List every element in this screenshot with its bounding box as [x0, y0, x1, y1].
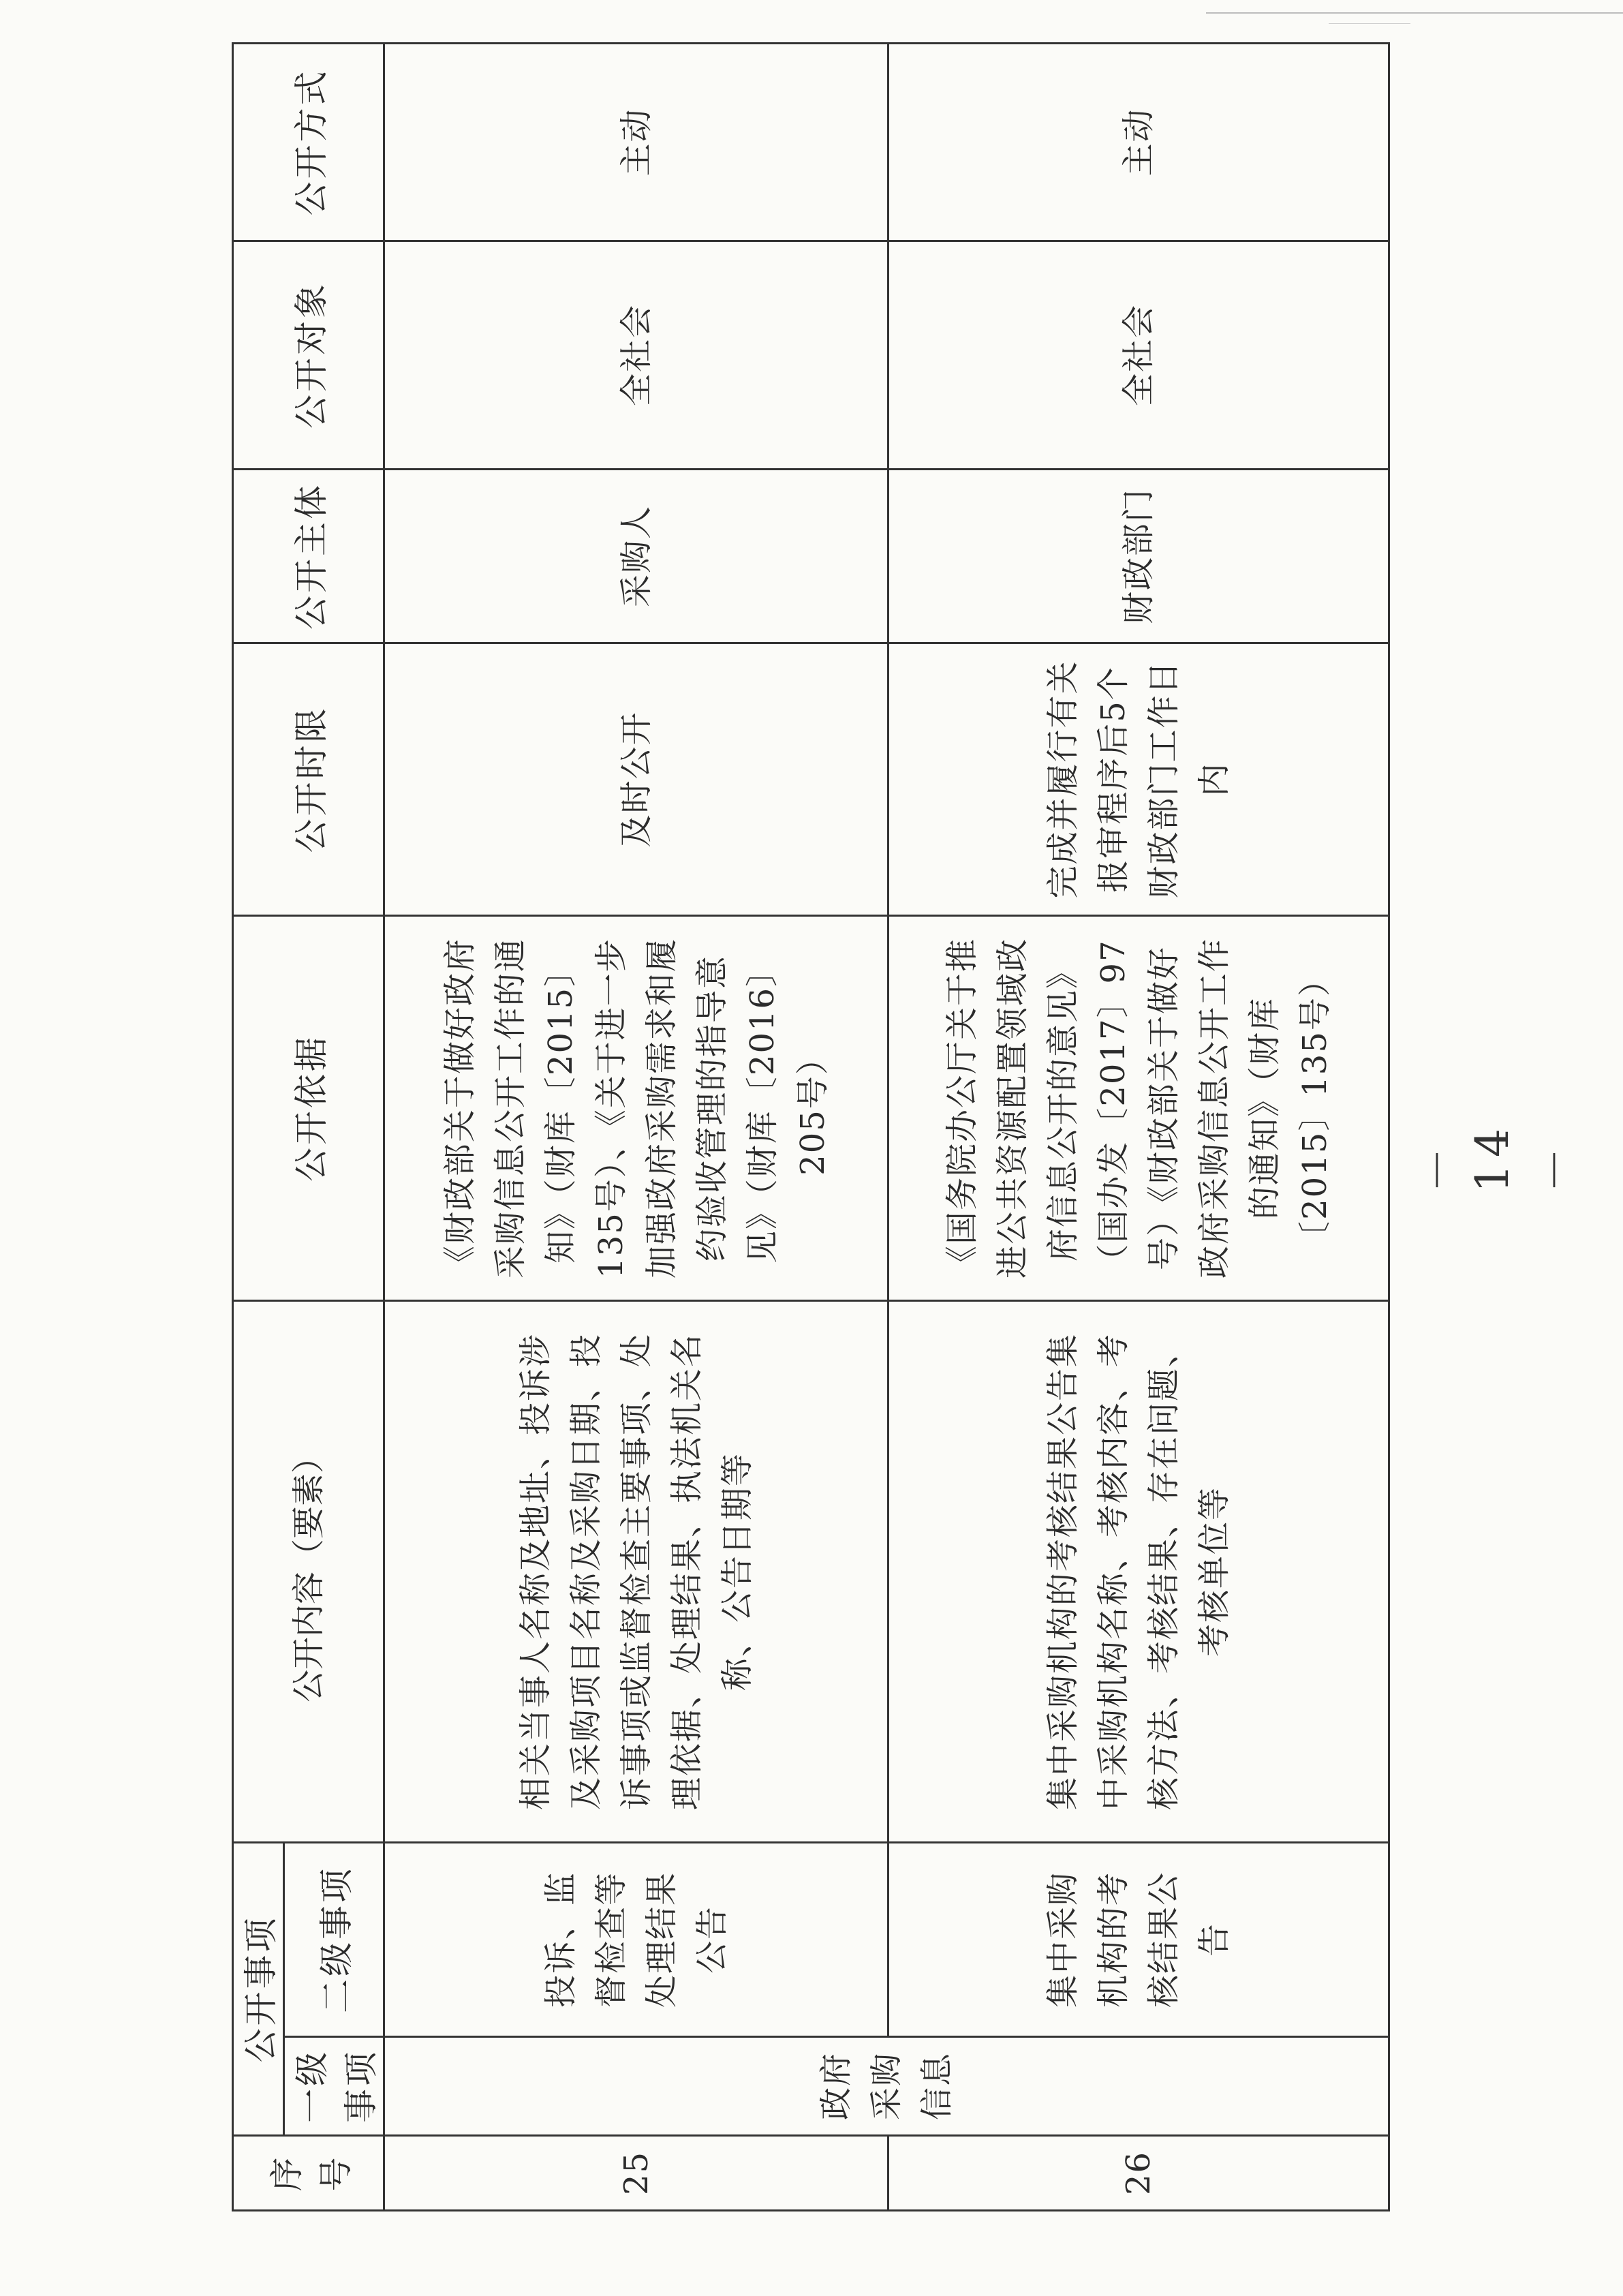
header-time-limit: 公开时限 [233, 643, 384, 916]
row-audience: 全社会 [888, 241, 1389, 470]
row-method: 主动 [888, 44, 1389, 241]
row-time-limit: 完成并履行有关报审程序后5个财政部门工作日内 [888, 643, 1389, 916]
row-subject: 财政部门 [888, 470, 1389, 643]
row-level1-shared [384, 2037, 1389, 2136]
header-seq: 序号 [233, 2136, 384, 2211]
row-level2: 集中采购机构的考核结果公告 [888, 1843, 1389, 2037]
row-time-limit: 及时公开 [384, 643, 888, 916]
header-items: 公开事项 [233, 1843, 284, 2136]
level1-label: 政府采购信息 [817, 2052, 956, 2121]
row-subject: 采购人 [384, 470, 888, 643]
page-number: － 14 － [1411, 1122, 1581, 1193]
row-basis: 《国务院办公厅关于推进公共资源配置领域政府信息公开的意见》（国办发〔2017〕97号）《财政部关于做好政府采购信息公开工作的通知》（财库〔2015〕135号） [888, 916, 1389, 1301]
header-audience: 公开对象 [233, 241, 384, 470]
header-method: 公开方式 [233, 44, 384, 241]
disclosure-table-sheet [232, 44, 1339, 2211]
table-header-row [233, 44, 284, 2211]
header-subject: 公开主体 [233, 470, 384, 643]
table-row [888, 44, 1389, 2211]
disclosure-table [232, 42, 1390, 2211]
row-seq: 25 [384, 2136, 888, 2211]
row-level2: 投诉、监督检查等处理结果公告 [384, 1843, 888, 2037]
row-content: 相关当事人名称及地址、投诉涉及采购项目名称及采购日期、投诉事项或监督检查主要事项、处理依据、处理结果、执法机关名称、公告日期等 [384, 1301, 888, 1843]
row-content: 集中采购机构的考核结果公告集中采购机构名称、考核内容、考核方法、考核结果、存在问题、考核单位等 [888, 1301, 1389, 1843]
row-method: 主动 [384, 44, 888, 241]
scan-artifact-line [1329, 23, 1410, 24]
row-seq: 26 [888, 2136, 1389, 2211]
header-level1: 一级事项 [284, 2037, 384, 2136]
row-audience: 全社会 [384, 241, 888, 470]
scan-artifact-line [1206, 12, 1623, 14]
table-row [384, 44, 888, 2211]
header-content: 公开内容（要素） [233, 1301, 384, 1843]
header-basis: 公开依据 [233, 916, 384, 1301]
header-level2: 二级事项 [284, 1843, 384, 2037]
row-basis: 《财政部关于做好政府采购信息公开工作的通知》（财库〔2015〕135号）、《关于进一步加强政府采购需求和履约验收管理的指导意见》（财库〔2016〕205号） [384, 916, 888, 1301]
